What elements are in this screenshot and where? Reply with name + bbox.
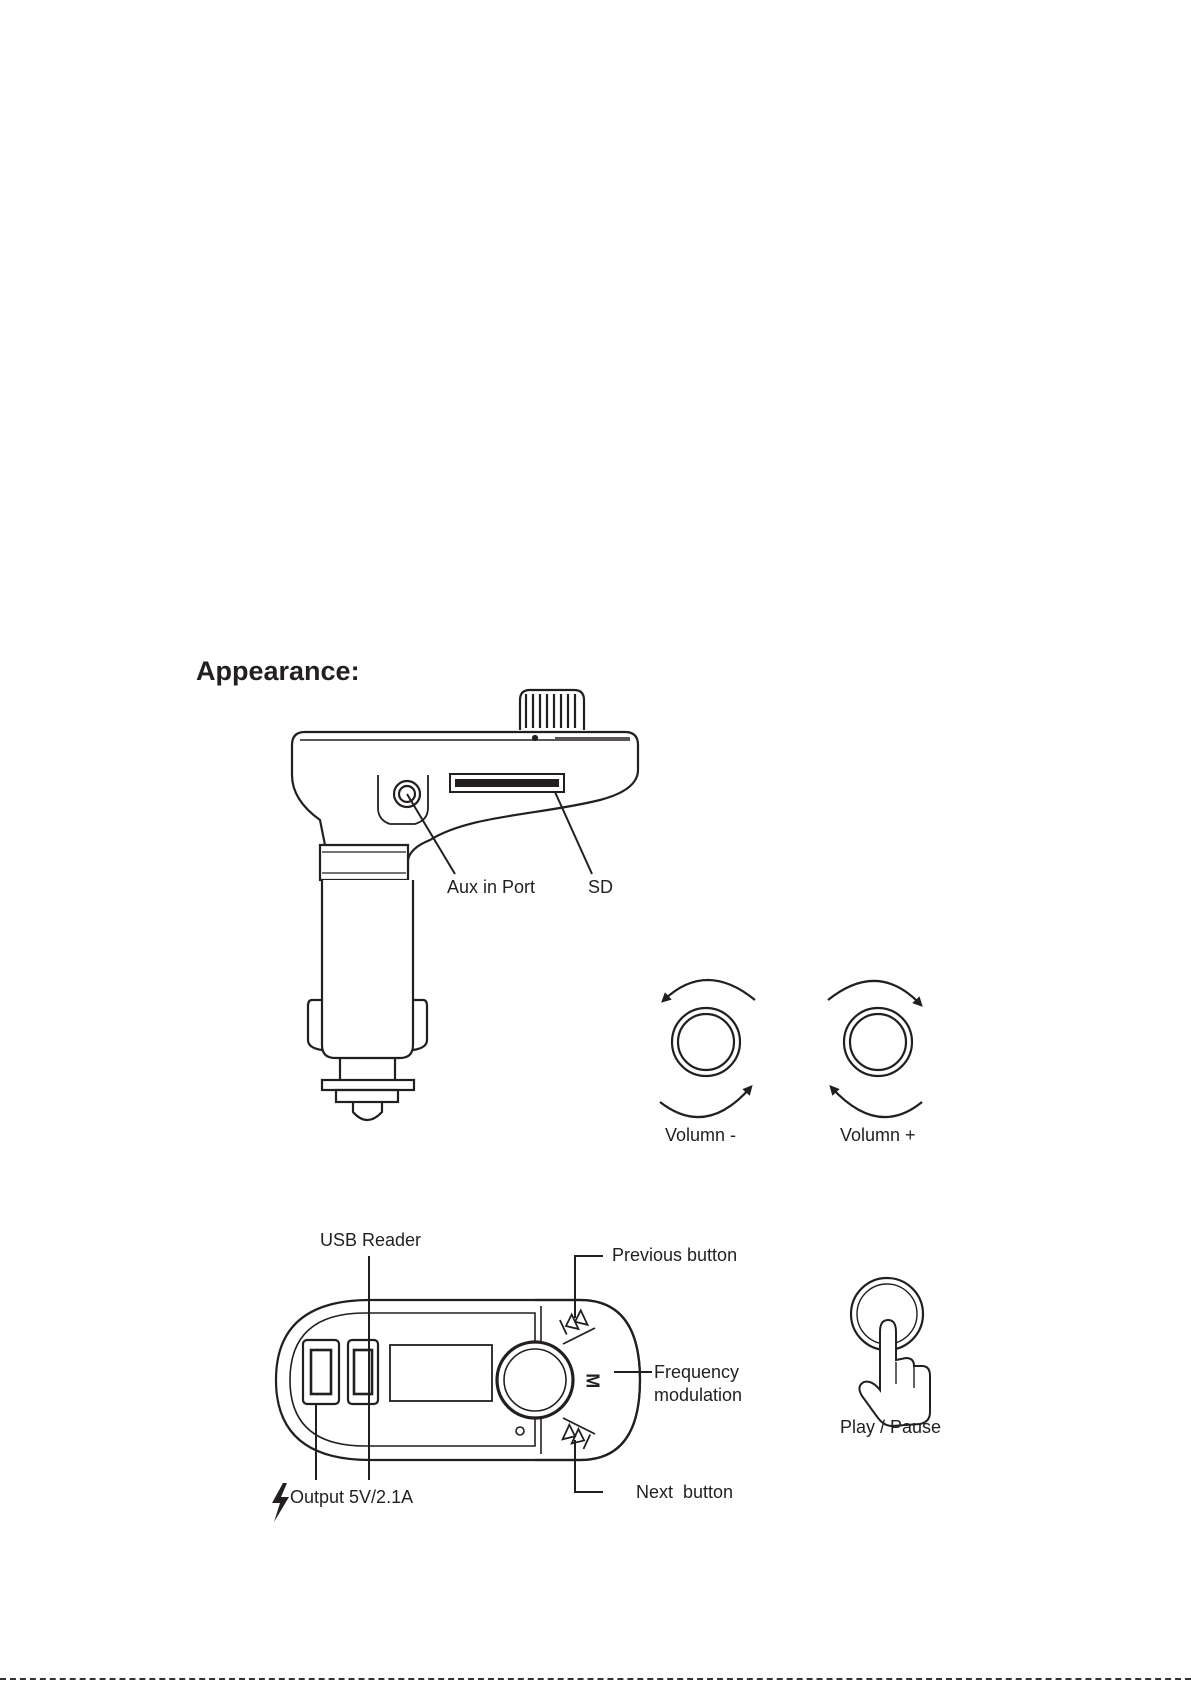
volume-minus-diagram [660, 980, 755, 1117]
mode-button-glyph: M [582, 1373, 603, 1389]
frequency-modulation-label-1: Frequency [654, 1362, 740, 1382]
rotate-arrow-icon [828, 981, 920, 1004]
lcd-display [390, 1345, 492, 1401]
volume-plus-diagram [828, 981, 922, 1117]
play-pause-diagram [851, 1278, 930, 1426]
previous-icon [560, 1310, 588, 1334]
sd-label: SD [588, 877, 614, 897]
section-title: Appearance: [196, 656, 360, 686]
page-edge-dashes [0, 1678, 1191, 1680]
usb-reader-label: USB Reader [320, 1230, 422, 1250]
hand-pointer-icon [859, 1320, 930, 1426]
output-label: Output 5V/2.1A [290, 1487, 414, 1507]
aux-in-port-label: Aux in Port [447, 877, 536, 897]
volume-knob-side [520, 690, 584, 730]
next-icon [563, 1425, 591, 1449]
side-view-device [292, 690, 638, 1120]
volume-plus-label: Volumn + [840, 1125, 916, 1145]
next-button-label: Next button [636, 1482, 734, 1502]
volume-minus-label: Volumn - [665, 1125, 737, 1145]
frequency-modulation-label-2: modulation [654, 1385, 743, 1405]
play-pause-label: Play / Pause [840, 1417, 942, 1437]
rotate-arrow-icon [832, 1088, 922, 1117]
top-knob [497, 1342, 573, 1418]
rotate-arrow-icon [664, 980, 755, 1000]
lightning-icon [272, 1483, 289, 1522]
previous-button-label: Previous button [612, 1245, 738, 1265]
rotate-arrow-icon [660, 1088, 750, 1117]
